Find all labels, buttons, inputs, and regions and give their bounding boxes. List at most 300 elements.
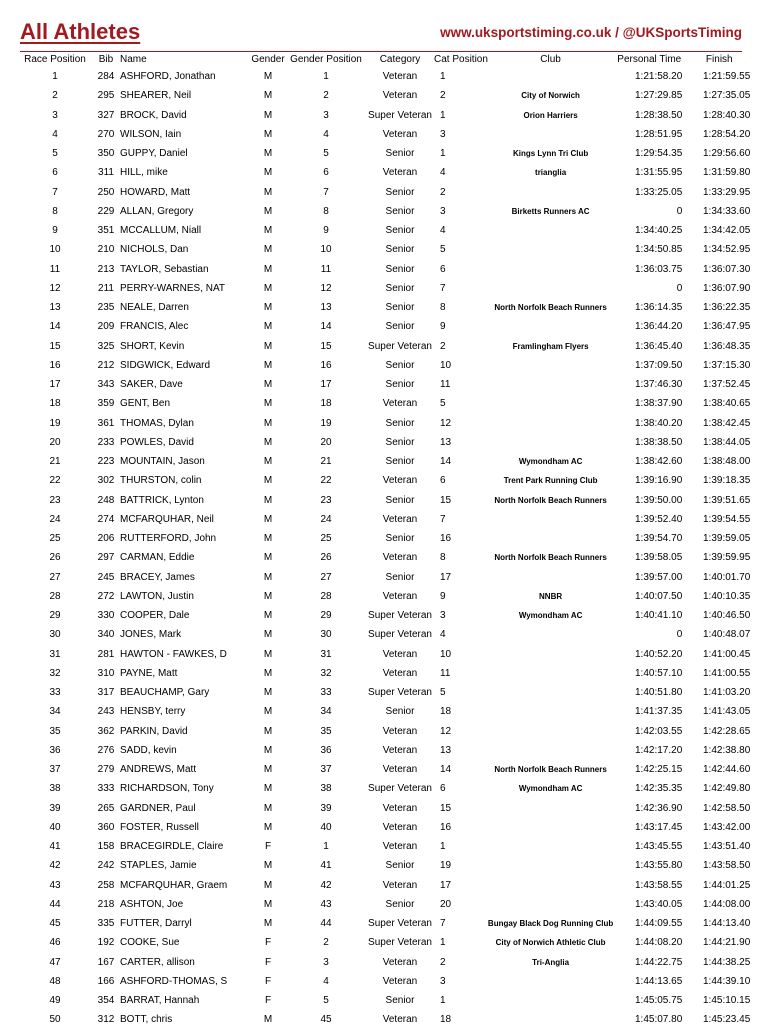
- name-cell: SHEARER, Neil: [120, 90, 192, 102]
- category-cell: Senior: [385, 706, 415, 718]
- bib-cell: 340: [97, 629, 115, 641]
- category-cell: Veteran: [382, 128, 418, 140]
- gender-cell: M: [263, 340, 273, 352]
- gender-cell: M: [263, 359, 273, 371]
- bib-cell: 327: [97, 109, 115, 121]
- race-position-cell: 2: [52, 90, 58, 102]
- cat-position-cell: 1: [440, 109, 446, 121]
- race-position-cell: 7: [52, 186, 58, 198]
- race-position-cell: 34: [49, 706, 61, 718]
- gender-cell: M: [263, 205, 273, 217]
- cat-position-cell: 6: [440, 263, 446, 275]
- personal-time-cell: 1:40:07.50: [635, 590, 683, 602]
- bib-cell: 211: [98, 282, 114, 294]
- cat-position-cell: 3: [440, 975, 446, 987]
- personal-time-cell: 1:36:14.35: [635, 302, 683, 313]
- table-row: [18, 741, 753, 760]
- name-cell: ANDREWS, Matt: [120, 764, 197, 775]
- cat-position-cell: 2: [440, 340, 446, 352]
- finish-cell: 1:31:59.80: [703, 167, 751, 179]
- gender-position-cell: 39: [320, 802, 332, 814]
- finish-cell: 1:45:10.15: [703, 995, 751, 1006]
- gender-cell: M: [263, 783, 273, 795]
- club-cell: [488, 1010, 613, 1029]
- bib-cell: 209: [97, 321, 115, 333]
- gender-position-cell: 19: [320, 417, 332, 429]
- race-position-cell: 19: [49, 417, 61, 429]
- race-position-cell: 15: [49, 340, 61, 352]
- gender-cell: M: [263, 71, 273, 82]
- cat-position-cell: 18: [440, 1014, 452, 1026]
- gender-position-cell: 30: [320, 629, 332, 641]
- finish-cell: 1:45:23.45: [703, 1014, 751, 1026]
- finish-cell: 1:37:52.45: [703, 379, 751, 390]
- gender-position-cell: 11: [320, 263, 332, 275]
- finish-cell: 1:43:58.50: [703, 860, 751, 872]
- bib-cell: 218: [97, 898, 115, 910]
- gender-position-cell: 40: [320, 821, 332, 833]
- bib-cell: 361: [97, 417, 115, 429]
- finish-cell: 1:42:38.80: [703, 744, 751, 756]
- finish-cell: 1:38:42.45: [703, 417, 751, 429]
- finish-cell: 1:33:29.95: [703, 186, 751, 198]
- gender-position-cell: 31: [320, 648, 332, 660]
- personal-time-cell: 1:43:17.45: [635, 821, 683, 833]
- table-row: [18, 933, 753, 952]
- bib-cell: 359: [97, 398, 115, 410]
- cat-position-cell: 2: [440, 90, 446, 102]
- cat-position-cell: 15: [440, 802, 452, 814]
- gender-cell: M: [263, 610, 273, 621]
- gender-position-cell: 36: [320, 744, 332, 756]
- finish-cell: 1:41:43.05: [703, 706, 751, 718]
- table-row: [18, 972, 753, 991]
- cat-position-cell: 10: [440, 359, 452, 371]
- table-row: [18, 876, 753, 895]
- bib-cell: 302: [97, 475, 115, 487]
- personal-time-header: Personal Time: [617, 54, 682, 65]
- finish-cell: 1:36:47.95: [703, 321, 751, 333]
- personal-time-cell: 1:39:54.70: [635, 533, 683, 544]
- race-position-cell: 8: [52, 205, 58, 217]
- table-row: [18, 183, 753, 202]
- club-cell: [488, 221, 613, 240]
- gender-cell: M: [263, 494, 273, 506]
- bib-cell: 350: [97, 148, 115, 159]
- gender-position-cell: 18: [320, 398, 332, 410]
- table-row: [18, 125, 753, 144]
- gender-cell: M: [263, 128, 273, 140]
- race-position-cell: 28: [49, 590, 61, 602]
- table-row: [18, 86, 753, 105]
- name-cell: THURSTON, colin: [120, 475, 202, 487]
- table-row: [18, 953, 753, 972]
- category-cell: Veteran: [382, 975, 418, 987]
- gender-cell: M: [263, 879, 273, 891]
- table-row: [18, 144, 753, 163]
- race-position-cell: 35: [49, 725, 61, 737]
- name-cell: CARTER, allison: [120, 956, 195, 968]
- personal-time-cell: 1:38:40.20: [635, 417, 683, 429]
- club-cell: North Norfolk Beach Runners: [494, 765, 607, 774]
- table-row: [18, 67, 753, 86]
- personal-time-cell: 1:44:09.55: [635, 918, 683, 929]
- personal-time-cell: 1:40:57.10: [635, 667, 683, 679]
- club-cell: NNBR: [539, 591, 563, 601]
- gender-cell: M: [263, 860, 273, 872]
- cat-position-cell: 17: [440, 571, 452, 583]
- cat-position-cell: 2: [440, 186, 446, 198]
- gender-position-cell: 3: [323, 109, 329, 121]
- gender-cell: M: [263, 898, 273, 910]
- gender-position-cell: 1: [323, 71, 329, 82]
- bib-cell: 192: [97, 937, 115, 949]
- race-position-cell: 45: [49, 918, 61, 929]
- personal-time-cell: 1:41:37.35: [635, 706, 683, 718]
- personal-time-cell: 1:34:50.85: [635, 244, 683, 256]
- race-position-cell: 25: [49, 533, 61, 544]
- category-cell: Veteran: [382, 725, 418, 737]
- club-cell: City of Norwich: [521, 91, 580, 101]
- club-cell: [488, 856, 613, 875]
- name-cell: CARMAN, Eddie: [120, 552, 195, 564]
- cat-position-cell: 13: [440, 436, 452, 448]
- table-row: [18, 414, 753, 433]
- gender-cell: M: [263, 821, 273, 833]
- gender-position-cell: 35: [320, 725, 332, 737]
- club-cell: Trent Park Running Club: [503, 476, 598, 486]
- club-cell: Kings Lynn Tri Club: [512, 149, 589, 158]
- gender-position-cell: 23: [320, 494, 332, 506]
- gender-cell: M: [263, 379, 273, 390]
- gender-cell: M: [263, 436, 273, 448]
- race-position-cell: 39: [49, 802, 61, 814]
- club-cell: trianglia: [535, 168, 567, 178]
- gender-cell: M: [263, 571, 273, 583]
- finish-cell: 1:28:40.30: [703, 109, 751, 121]
- personal-time-cell: 1:45:07.80: [635, 1014, 683, 1026]
- club-cell: North Norfolk Beach Runners: [494, 553, 607, 563]
- bib-cell: 311: [98, 167, 114, 179]
- table-row: [18, 279, 753, 298]
- finish-cell: 1:39:59.95: [703, 552, 751, 564]
- club-cell: [488, 722, 613, 741]
- gender-cell: F: [264, 975, 272, 987]
- gender-cell: M: [263, 744, 273, 756]
- club-cell: [488, 183, 613, 202]
- cat-position-cell: 15: [440, 494, 452, 506]
- gender-position-cell: 4: [323, 128, 329, 140]
- gender-cell: M: [263, 225, 273, 236]
- category-cell: Super Veteran: [368, 610, 432, 621]
- personal-time-cell: 0: [676, 629, 683, 641]
- bib-cell: 272: [97, 590, 115, 602]
- bib-cell: 212: [97, 359, 115, 371]
- finish-cell: 1:42:44.60: [703, 764, 751, 775]
- category-cell: Super Veteran: [368, 937, 432, 949]
- personal-time-cell: 0: [676, 282, 683, 294]
- cat-position-cell: 20: [440, 898, 452, 910]
- gender-position-cell: 32: [320, 667, 332, 679]
- finish-cell: 1:38:48.00: [703, 456, 751, 467]
- race-position-cell: 24: [49, 513, 61, 525]
- personal-time-cell: 1:37:09.50: [635, 359, 683, 371]
- category-cell: Veteran: [382, 764, 418, 775]
- gender-position-cell: 17: [320, 379, 332, 390]
- category-cell: Senior: [385, 860, 415, 872]
- personal-time-cell: 1:38:42.60: [635, 456, 683, 467]
- gender-cell: M: [263, 552, 273, 564]
- personal-time-cell: 1:38:37.90: [635, 398, 683, 410]
- race-position-cell: 47: [49, 956, 61, 968]
- gender-position-cell: 22: [320, 475, 332, 487]
- personal-time-cell: 1:39:58.05: [635, 552, 683, 564]
- bib-cell: 351: [97, 225, 115, 236]
- name-cell: ALLAN, Gregory: [120, 205, 194, 217]
- club-cell: Orion Harriers: [523, 110, 578, 120]
- category-cell: Senior: [385, 359, 415, 371]
- category-cell: Super Veteran: [368, 629, 432, 641]
- gender-cell: F: [264, 956, 272, 968]
- cat-position-cell: 16: [440, 821, 452, 833]
- race-position-cell: 31: [49, 648, 61, 660]
- gender-position-cell: 8: [323, 205, 329, 217]
- club-cell: Tri-Anglia: [532, 957, 570, 967]
- gender-cell: M: [263, 148, 273, 159]
- table-row: [18, 510, 753, 529]
- personal-time-cell: 1:42:36.90: [635, 802, 683, 814]
- table-row: [18, 799, 753, 818]
- category-cell: Veteran: [382, 821, 418, 833]
- site-link[interactable]: www.uksportstiming.co.uk / @UKSportsTiming: [440, 25, 742, 40]
- category-cell: Senior: [385, 571, 415, 583]
- club-cell: [488, 240, 613, 259]
- personal-time-cell: 1:36:44.20: [635, 321, 683, 333]
- club-cell: Wymondham AC: [518, 784, 583, 794]
- race-position-cell: 41: [49, 841, 61, 852]
- table-row: [18, 491, 753, 510]
- race-position-cell: 3: [52, 109, 58, 121]
- finish-cell: 1:36:48.35: [703, 340, 751, 352]
- personal-time-cell: 1:29:54.35: [635, 148, 683, 159]
- table-row: [18, 760, 753, 779]
- club-cell: [488, 414, 613, 433]
- bib-cell: 206: [97, 533, 115, 544]
- cat-position-cell: 1: [440, 71, 446, 82]
- gender-position-cell: 12: [320, 282, 332, 294]
- cat-position-cell: 12: [440, 417, 452, 429]
- name-cell: SIDGWICK, Edward: [120, 359, 211, 371]
- bib-cell: 248: [97, 494, 115, 506]
- gender-position-cell: 44: [320, 918, 332, 929]
- club-cell: [488, 67, 613, 86]
- race-position-cell: 9: [52, 225, 58, 236]
- name-cell: HOWARD, Matt: [120, 186, 191, 198]
- table-row: [18, 779, 753, 798]
- gender-position-cell: 5: [323, 995, 329, 1006]
- name-cell: POWLES, David: [120, 436, 194, 448]
- club-cell: [488, 279, 613, 298]
- club-cell: [488, 394, 613, 413]
- race-position-cell: 38: [49, 783, 61, 795]
- race-position-cell: 26: [49, 552, 61, 564]
- name-cell: ASHFORD, Jonathan: [120, 71, 216, 82]
- bib-cell: 354: [97, 995, 115, 1006]
- club-cell: [488, 375, 613, 394]
- bib-cell: 167: [97, 956, 115, 968]
- race-position-cell: 48: [49, 975, 61, 987]
- bib-cell: 276: [97, 744, 115, 756]
- personal-time-cell: 1:39:50.00: [635, 494, 683, 506]
- name-cell: RICHARDSON, Tony: [120, 783, 214, 795]
- table-row: [18, 856, 753, 875]
- category-cell: Senior: [385, 995, 415, 1006]
- gender-cell: M: [263, 244, 273, 256]
- cat-position-cell: 9: [440, 321, 446, 333]
- cat-position-cell: 4: [440, 225, 446, 236]
- category-cell: Veteran: [382, 167, 418, 179]
- table-row: [18, 664, 753, 683]
- gender-position-cell: 25: [320, 533, 332, 544]
- name-cell: PERRY-WARNES, NAT: [120, 282, 226, 294]
- gender-cell: M: [263, 90, 273, 102]
- bib-cell: 245: [97, 571, 115, 583]
- club-cell: [488, 356, 613, 375]
- name-cell: BOTT, chris: [120, 1014, 173, 1026]
- cat-position-cell: 4: [440, 167, 446, 179]
- personal-time-cell: 1:44:22.75: [635, 956, 683, 968]
- personal-time-cell: 1:42:25.15: [635, 764, 683, 775]
- finish-cell: 1:40:46.50: [703, 610, 751, 621]
- category-cell: Senior: [385, 436, 415, 448]
- gender-position-cell: 27: [320, 571, 332, 583]
- name-cell: BEAUCHAMP, Gary: [120, 687, 210, 698]
- category-cell: Super Veteran: [368, 109, 432, 121]
- name-cell: MCCALLUM, Niall: [120, 225, 202, 236]
- name-cell: BATTRICK, Lynton: [120, 494, 204, 506]
- club-cell: [488, 433, 613, 452]
- table-row: [18, 837, 753, 856]
- gender-position-cell: 14: [320, 321, 332, 333]
- bib-cell: 270: [97, 128, 115, 140]
- finish-cell: 1:39:18.35: [703, 475, 751, 487]
- personal-time-cell: 1:42:35.35: [635, 783, 683, 795]
- gender-position-cell: 6: [323, 167, 329, 179]
- club-cell: North Norfolk Beach Runners: [494, 303, 607, 312]
- personal-time-cell: 1:39:52.40: [635, 513, 683, 525]
- name-cell: SADD, kevin: [120, 744, 177, 756]
- table-row: [18, 722, 753, 741]
- personal-time-cell: 1:37:46.30: [635, 379, 683, 390]
- category-cell: Senior: [385, 282, 415, 294]
- name-cell: ASHTON, Joe: [120, 898, 184, 910]
- finish-cell: 1:42:28.65: [703, 725, 751, 737]
- gender-cell: M: [263, 398, 273, 410]
- bib-header: Bib: [98, 54, 114, 65]
- category-cell: Veteran: [382, 71, 418, 82]
- name-cell: GARDNER, Paul: [120, 802, 196, 814]
- finish-cell: 1:40:10.35: [703, 590, 751, 602]
- race-position-cell: 18: [49, 398, 61, 410]
- finish-cell: 1:44:38.25: [703, 956, 751, 968]
- category-cell: Veteran: [382, 552, 418, 564]
- personal-time-cell: 1:21:58.20: [635, 71, 683, 82]
- table-row: [18, 606, 753, 625]
- cat-position-cell: 8: [440, 302, 446, 313]
- gender-header: Gender: [251, 54, 285, 65]
- category-cell: Veteran: [382, 956, 418, 968]
- race-position-cell: 14: [49, 321, 61, 333]
- gender-position-cell: 26: [320, 552, 332, 564]
- cat-position-cell: 7: [440, 513, 446, 525]
- table-row: [18, 240, 753, 259]
- club-cell: [488, 741, 613, 760]
- category-cell: Senior: [385, 494, 415, 506]
- club-cell: [488, 645, 613, 664]
- name-cell: JONES, Mark: [120, 629, 182, 641]
- club-cell: [488, 972, 613, 991]
- race-position-cell: 22: [49, 475, 61, 487]
- personal-time-cell: 1:44:13.65: [635, 975, 683, 987]
- bib-cell: 362: [97, 725, 115, 737]
- bib-cell: 317: [97, 687, 115, 698]
- bib-cell: 312: [97, 1014, 115, 1026]
- name-cell: STAPLES, Jamie: [120, 860, 197, 872]
- bib-cell: 265: [97, 802, 115, 814]
- personal-time-cell: 1:45:05.75: [635, 995, 683, 1006]
- gender-position-cell: 45: [320, 1014, 332, 1026]
- name-cell: FOSTER, Russell: [120, 821, 199, 833]
- name-cell: MOUNTAIN, Jason: [120, 456, 205, 467]
- gender-cell: M: [263, 648, 273, 660]
- finish-cell: 1:21:59.55: [703, 71, 751, 82]
- category-cell: Super Veteran: [368, 340, 432, 352]
- race-position-cell: 23: [49, 494, 61, 506]
- cat-position-cell: 14: [440, 456, 452, 467]
- category-header: Category: [379, 54, 421, 65]
- name-cell: NICHOLS, Dan: [120, 244, 189, 256]
- category-cell: Veteran: [382, 667, 418, 679]
- category-cell: Senior: [385, 186, 415, 198]
- bib-cell: 295: [97, 90, 115, 102]
- table-row: [18, 818, 753, 837]
- gender-cell: M: [263, 629, 273, 641]
- category-cell: Senior: [385, 148, 415, 159]
- category-cell: Veteran: [382, 513, 418, 525]
- club-cell: [488, 895, 613, 914]
- category-cell: Veteran: [382, 398, 418, 410]
- cat-position-cell: 3: [440, 128, 446, 140]
- gender-cell: F: [264, 937, 272, 949]
- gender-position-cell: 42: [320, 879, 332, 891]
- finish-cell: 1:34:42.05: [703, 225, 751, 236]
- gender-cell: M: [263, 667, 273, 679]
- name-cell: HENSBY, terry: [120, 706, 186, 718]
- gender-cell: M: [263, 282, 273, 294]
- category-cell: Veteran: [382, 590, 418, 602]
- finish-cell: 1:44:01.25: [703, 879, 751, 891]
- personal-time-cell: 1:43:45.55: [635, 841, 683, 852]
- cat-position-cell: 7: [440, 282, 446, 294]
- category-cell: Veteran: [382, 648, 418, 660]
- header-row: [18, 52, 753, 67]
- finish-cell: 1:36:07.90: [703, 282, 751, 294]
- category-cell: Senior: [385, 225, 415, 236]
- finish-cell: 1:28:54.20: [703, 128, 751, 140]
- table-row: [18, 914, 753, 933]
- club-cell: [488, 991, 613, 1010]
- table-row: [18, 298, 753, 317]
